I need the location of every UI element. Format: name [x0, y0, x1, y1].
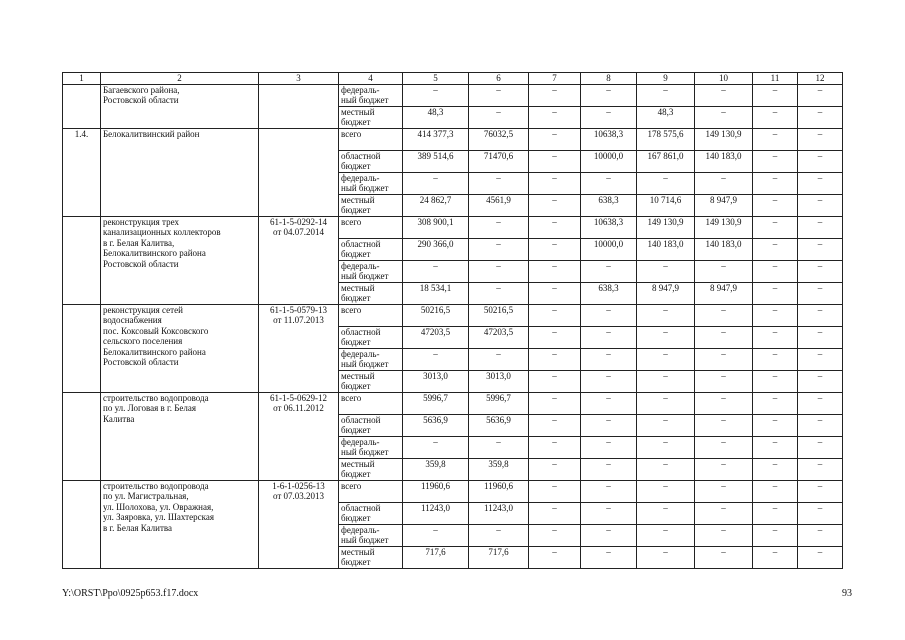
amount-cell: – — [695, 260, 753, 282]
amount-cell: – — [798, 282, 843, 304]
amount-cell: – — [637, 260, 695, 282]
column-header: 1 — [63, 73, 101, 85]
amount-cell: – — [529, 370, 581, 392]
amount-cell: 717,6 — [469, 546, 529, 568]
budget-type: федераль- ный бюджет — [339, 524, 403, 546]
amount-cell: – — [695, 480, 753, 502]
amount-cell: 149 130,9 — [637, 216, 695, 238]
amount-cell: 149 130,9 — [695, 216, 753, 238]
amount-cell: 10638,3 — [581, 128, 637, 150]
amount-cell: – — [798, 392, 843, 414]
amount-cell: – — [581, 106, 637, 128]
budget-type: федераль- ный бюджет — [339, 260, 403, 282]
table-row — [63, 392, 843, 414]
amount-cell: – — [753, 84, 798, 106]
amount-cell: – — [753, 282, 798, 304]
row-number: 1.4. — [63, 128, 101, 216]
amount-cell: 8 947,9 — [637, 282, 695, 304]
amount-cell: – — [469, 84, 529, 106]
amount-cell: – — [529, 458, 581, 480]
amount-cell: – — [753, 172, 798, 194]
amount-cell: – — [753, 524, 798, 546]
amount-cell: – — [695, 436, 753, 458]
approval-code — [259, 128, 339, 216]
amount-cell: – — [753, 238, 798, 260]
budget-type: всего — [339, 216, 403, 238]
amount-cell: – — [798, 128, 843, 150]
amount-cell: – — [798, 238, 843, 260]
object-name: строительство водопровода по ул. Магистральная, ул. Шолохова, ул. Овражная, ул. Заяровка, ул. Шахтерская в г. Белая Калитва — [101, 480, 259, 568]
budget-type: областной бюджет — [339, 414, 403, 436]
budget-type: всего — [339, 304, 403, 326]
amount-cell: – — [469, 260, 529, 282]
footer-file-path: Y:\ORST\Ppo\0925p653.f17.docx — [62, 588, 199, 599]
amount-cell: – — [695, 546, 753, 568]
amount-cell: – — [529, 480, 581, 502]
amount-cell: – — [798, 370, 843, 392]
amount-cell: – — [798, 458, 843, 480]
amount-cell: 167 861,0 — [637, 150, 695, 172]
amount-cell: – — [798, 326, 843, 348]
amount-cell: – — [469, 436, 529, 458]
row-number — [63, 216, 101, 304]
column-header: 7 — [529, 73, 581, 85]
amount-cell: – — [753, 414, 798, 436]
budget-type: местный бюджет — [339, 106, 403, 128]
amount-cell: – — [529, 392, 581, 414]
amount-cell: 359,8 — [403, 458, 469, 480]
amount-cell: – — [695, 502, 753, 524]
amount-cell: 3013,0 — [469, 370, 529, 392]
budget-type: местный бюджет — [339, 194, 403, 216]
object-name: Багаевского района, Ростовской области — [101, 84, 259, 128]
amount-cell: – — [403, 348, 469, 370]
amount-cell: 76032,5 — [469, 128, 529, 150]
budget-type: местный бюджет — [339, 546, 403, 568]
budget-type: федераль- ный бюджет — [339, 84, 403, 106]
amount-cell: – — [581, 436, 637, 458]
amount-cell: 18 534,1 — [403, 282, 469, 304]
column-header: 10 — [695, 73, 753, 85]
amount-cell: – — [798, 502, 843, 524]
amount-cell: – — [529, 150, 581, 172]
budget-type: местный бюджет — [339, 458, 403, 480]
column-header: 3 — [259, 73, 339, 85]
amount-cell: 11960,6 — [469, 480, 529, 502]
amount-cell: – — [637, 436, 695, 458]
amount-cell: 8 947,9 — [695, 282, 753, 304]
amount-cell: – — [753, 128, 798, 150]
amount-cell: 149 130,9 — [695, 128, 753, 150]
amount-cell: 10000,0 — [581, 150, 637, 172]
amount-cell: – — [753, 216, 798, 238]
table-row — [63, 84, 843, 106]
approval-code: 1-6-1-0256-13 от 07.03.2013 — [259, 480, 339, 568]
amount-cell: – — [798, 150, 843, 172]
amount-cell: – — [637, 84, 695, 106]
amount-cell: – — [403, 436, 469, 458]
amount-cell: – — [753, 458, 798, 480]
budget-type: федераль- ный бюджет — [339, 172, 403, 194]
budget-type: местный бюджет — [339, 282, 403, 304]
amount-cell: – — [529, 216, 581, 238]
approval-code: 61-1-5-0292-14 от 04.07.2014 — [259, 216, 339, 304]
amount-cell: 47203,5 — [403, 326, 469, 348]
amount-cell: – — [695, 458, 753, 480]
amount-cell: – — [469, 106, 529, 128]
amount-cell: – — [695, 370, 753, 392]
budget-table — [62, 72, 843, 569]
amount-cell: – — [469, 348, 529, 370]
amount-cell: – — [469, 282, 529, 304]
budget-type: всего — [339, 128, 403, 150]
amount-cell: – — [798, 480, 843, 502]
amount-cell: – — [581, 414, 637, 436]
amount-cell: – — [798, 216, 843, 238]
amount-cell: – — [637, 326, 695, 348]
amount-cell: – — [637, 458, 695, 480]
amount-cell: – — [798, 194, 843, 216]
amount-cell: 5636,9 — [403, 414, 469, 436]
amount-cell: – — [798, 304, 843, 326]
amount-cell: 414 377,3 — [403, 128, 469, 150]
amount-cell: – — [469, 172, 529, 194]
amount-cell: – — [753, 348, 798, 370]
budget-type: местный бюджет — [339, 370, 403, 392]
row-number — [63, 480, 101, 568]
amount-cell: – — [798, 260, 843, 282]
amount-cell: – — [637, 480, 695, 502]
amount-cell: – — [529, 436, 581, 458]
amount-cell: – — [798, 436, 843, 458]
amount-cell: 50216,5 — [403, 304, 469, 326]
amount-cell: – — [581, 370, 637, 392]
approval-code: 61-1-5-0629-12 от 06.11.2012 — [259, 392, 339, 480]
amount-cell: – — [581, 458, 637, 480]
amount-cell: – — [798, 348, 843, 370]
amount-cell: – — [403, 84, 469, 106]
amount-cell: – — [529, 106, 581, 128]
amount-cell: – — [581, 260, 637, 282]
approval-code: 61-1-5-0579-13 от 11.07.2013 — [259, 304, 339, 392]
amount-cell: – — [798, 414, 843, 436]
amount-cell: – — [529, 260, 581, 282]
row-number — [63, 392, 101, 480]
amount-cell: 11243,0 — [469, 502, 529, 524]
object-name: Белокалитвинский район — [101, 128, 259, 216]
table-row — [63, 216, 843, 238]
amount-cell: – — [695, 84, 753, 106]
object-name: строительство водопровода по ул. Логовая в г. Белая Калитва — [101, 392, 259, 480]
budget-type: областной бюджет — [339, 150, 403, 172]
budget-type: федераль- ный бюджет — [339, 348, 403, 370]
amount-cell: – — [581, 480, 637, 502]
budget-type: областной бюджет — [339, 238, 403, 260]
amount-cell: 638,3 — [581, 282, 637, 304]
amount-cell: – — [753, 546, 798, 568]
amount-cell: – — [798, 106, 843, 128]
approval-code — [259, 84, 339, 128]
amount-cell: – — [581, 172, 637, 194]
budget-type: всего — [339, 392, 403, 414]
amount-cell: – — [637, 348, 695, 370]
amount-cell: – — [753, 480, 798, 502]
amount-cell: – — [469, 524, 529, 546]
amount-cell: 48,3 — [637, 106, 695, 128]
amount-cell: – — [753, 436, 798, 458]
amount-cell: 11960,6 — [403, 480, 469, 502]
amount-cell: – — [581, 326, 637, 348]
amount-cell: – — [581, 304, 637, 326]
amount-cell: 8 947,9 — [695, 194, 753, 216]
amount-cell: – — [581, 348, 637, 370]
amount-cell: – — [637, 414, 695, 436]
amount-cell: – — [753, 194, 798, 216]
amount-cell: 140 183,0 — [637, 238, 695, 260]
amount-cell: – — [798, 172, 843, 194]
amount-cell: – — [529, 172, 581, 194]
amount-cell: – — [753, 150, 798, 172]
amount-cell: 140 183,0 — [695, 238, 753, 260]
amount-cell: – — [637, 392, 695, 414]
amount-cell: 308 900,1 — [403, 216, 469, 238]
column-header: 11 — [753, 73, 798, 85]
amount-cell: – — [695, 326, 753, 348]
amount-cell: – — [695, 414, 753, 436]
amount-cell: 717,6 — [403, 546, 469, 568]
amount-cell: – — [753, 260, 798, 282]
amount-cell: 50216,5 — [469, 304, 529, 326]
column-header: 12 — [798, 73, 843, 85]
amount-cell: – — [529, 84, 581, 106]
amount-cell: 178 575,6 — [637, 128, 695, 150]
amount-cell: – — [529, 348, 581, 370]
amount-cell: – — [695, 348, 753, 370]
amount-cell: 140 183,0 — [695, 150, 753, 172]
amount-cell: 389 514,6 — [403, 150, 469, 172]
budget-type: областной бюджет — [339, 502, 403, 524]
amount-cell: – — [637, 546, 695, 568]
amount-cell: 638,3 — [581, 194, 637, 216]
amount-cell: – — [403, 260, 469, 282]
amount-cell: – — [798, 84, 843, 106]
amount-cell: 5636,9 — [469, 414, 529, 436]
amount-cell: – — [753, 326, 798, 348]
amount-cell: – — [695, 524, 753, 546]
amount-cell: – — [753, 392, 798, 414]
table-row — [63, 304, 843, 326]
amount-cell: – — [529, 524, 581, 546]
amount-cell: – — [753, 106, 798, 128]
footer-page-number: 93 — [842, 588, 852, 599]
amount-cell: – — [529, 546, 581, 568]
column-header: 4 — [339, 73, 403, 85]
budget-type: всего — [339, 480, 403, 502]
amount-cell: 47203,5 — [469, 326, 529, 348]
budget-type: областной бюджет — [339, 326, 403, 348]
amount-cell: – — [529, 128, 581, 150]
amount-cell: 5996,7 — [469, 392, 529, 414]
object-name: реконструкция трех канализационных коллекторов в г. Белая Калитва, Белокалитвинского района Ростовской области — [101, 216, 259, 304]
amount-cell: – — [695, 304, 753, 326]
amount-cell: 10638,3 — [581, 216, 637, 238]
amount-cell: – — [798, 524, 843, 546]
amount-cell: – — [469, 216, 529, 238]
amount-cell: 290 366,0 — [403, 238, 469, 260]
budget-type: федераль- ный бюджет — [339, 436, 403, 458]
amount-cell: – — [529, 304, 581, 326]
object-name: реконструкция сетей водоснабжения пос. Коксовый Коксовского сельского поселения Белокалитвинского района Ростовской области — [101, 304, 259, 392]
amount-cell: – — [469, 238, 529, 260]
amount-cell: 11243,0 — [403, 502, 469, 524]
column-header: 9 — [637, 73, 695, 85]
amount-cell: 48,3 — [403, 106, 469, 128]
amount-cell: – — [581, 546, 637, 568]
amount-cell: – — [581, 502, 637, 524]
amount-cell: – — [695, 172, 753, 194]
amount-cell: – — [753, 502, 798, 524]
amount-cell: – — [637, 304, 695, 326]
amount-cell: – — [637, 502, 695, 524]
table-row — [63, 480, 843, 502]
amount-cell: – — [529, 282, 581, 304]
table-header-row — [63, 73, 843, 85]
amount-cell: 3013,0 — [403, 370, 469, 392]
row-number — [63, 304, 101, 392]
amount-cell: – — [581, 524, 637, 546]
amount-cell: – — [637, 524, 695, 546]
amount-cell: – — [529, 194, 581, 216]
column-header: 2 — [101, 73, 259, 85]
column-header: 8 — [581, 73, 637, 85]
amount-cell: – — [637, 370, 695, 392]
amount-cell: 4561,9 — [469, 194, 529, 216]
amount-cell: 359,8 — [469, 458, 529, 480]
amount-cell: 10 714,6 — [637, 194, 695, 216]
amount-cell: – — [529, 502, 581, 524]
amount-cell: – — [753, 370, 798, 392]
amount-cell: 10000,0 — [581, 238, 637, 260]
row-number — [63, 84, 101, 128]
table-row — [63, 128, 843, 150]
amount-cell: – — [529, 414, 581, 436]
amount-cell: – — [581, 392, 637, 414]
amount-cell: – — [403, 524, 469, 546]
amount-cell: 5996,7 — [403, 392, 469, 414]
amount-cell: 71470,6 — [469, 150, 529, 172]
column-header: 6 — [469, 73, 529, 85]
column-header: 5 — [403, 73, 469, 85]
amount-cell: – — [637, 172, 695, 194]
amount-cell: – — [753, 304, 798, 326]
amount-cell: – — [529, 238, 581, 260]
amount-cell: – — [695, 392, 753, 414]
amount-cell: 24 862,7 — [403, 194, 469, 216]
amount-cell: – — [403, 172, 469, 194]
amount-cell: – — [695, 106, 753, 128]
amount-cell: – — [529, 326, 581, 348]
amount-cell: – — [581, 84, 637, 106]
amount-cell: – — [798, 546, 843, 568]
